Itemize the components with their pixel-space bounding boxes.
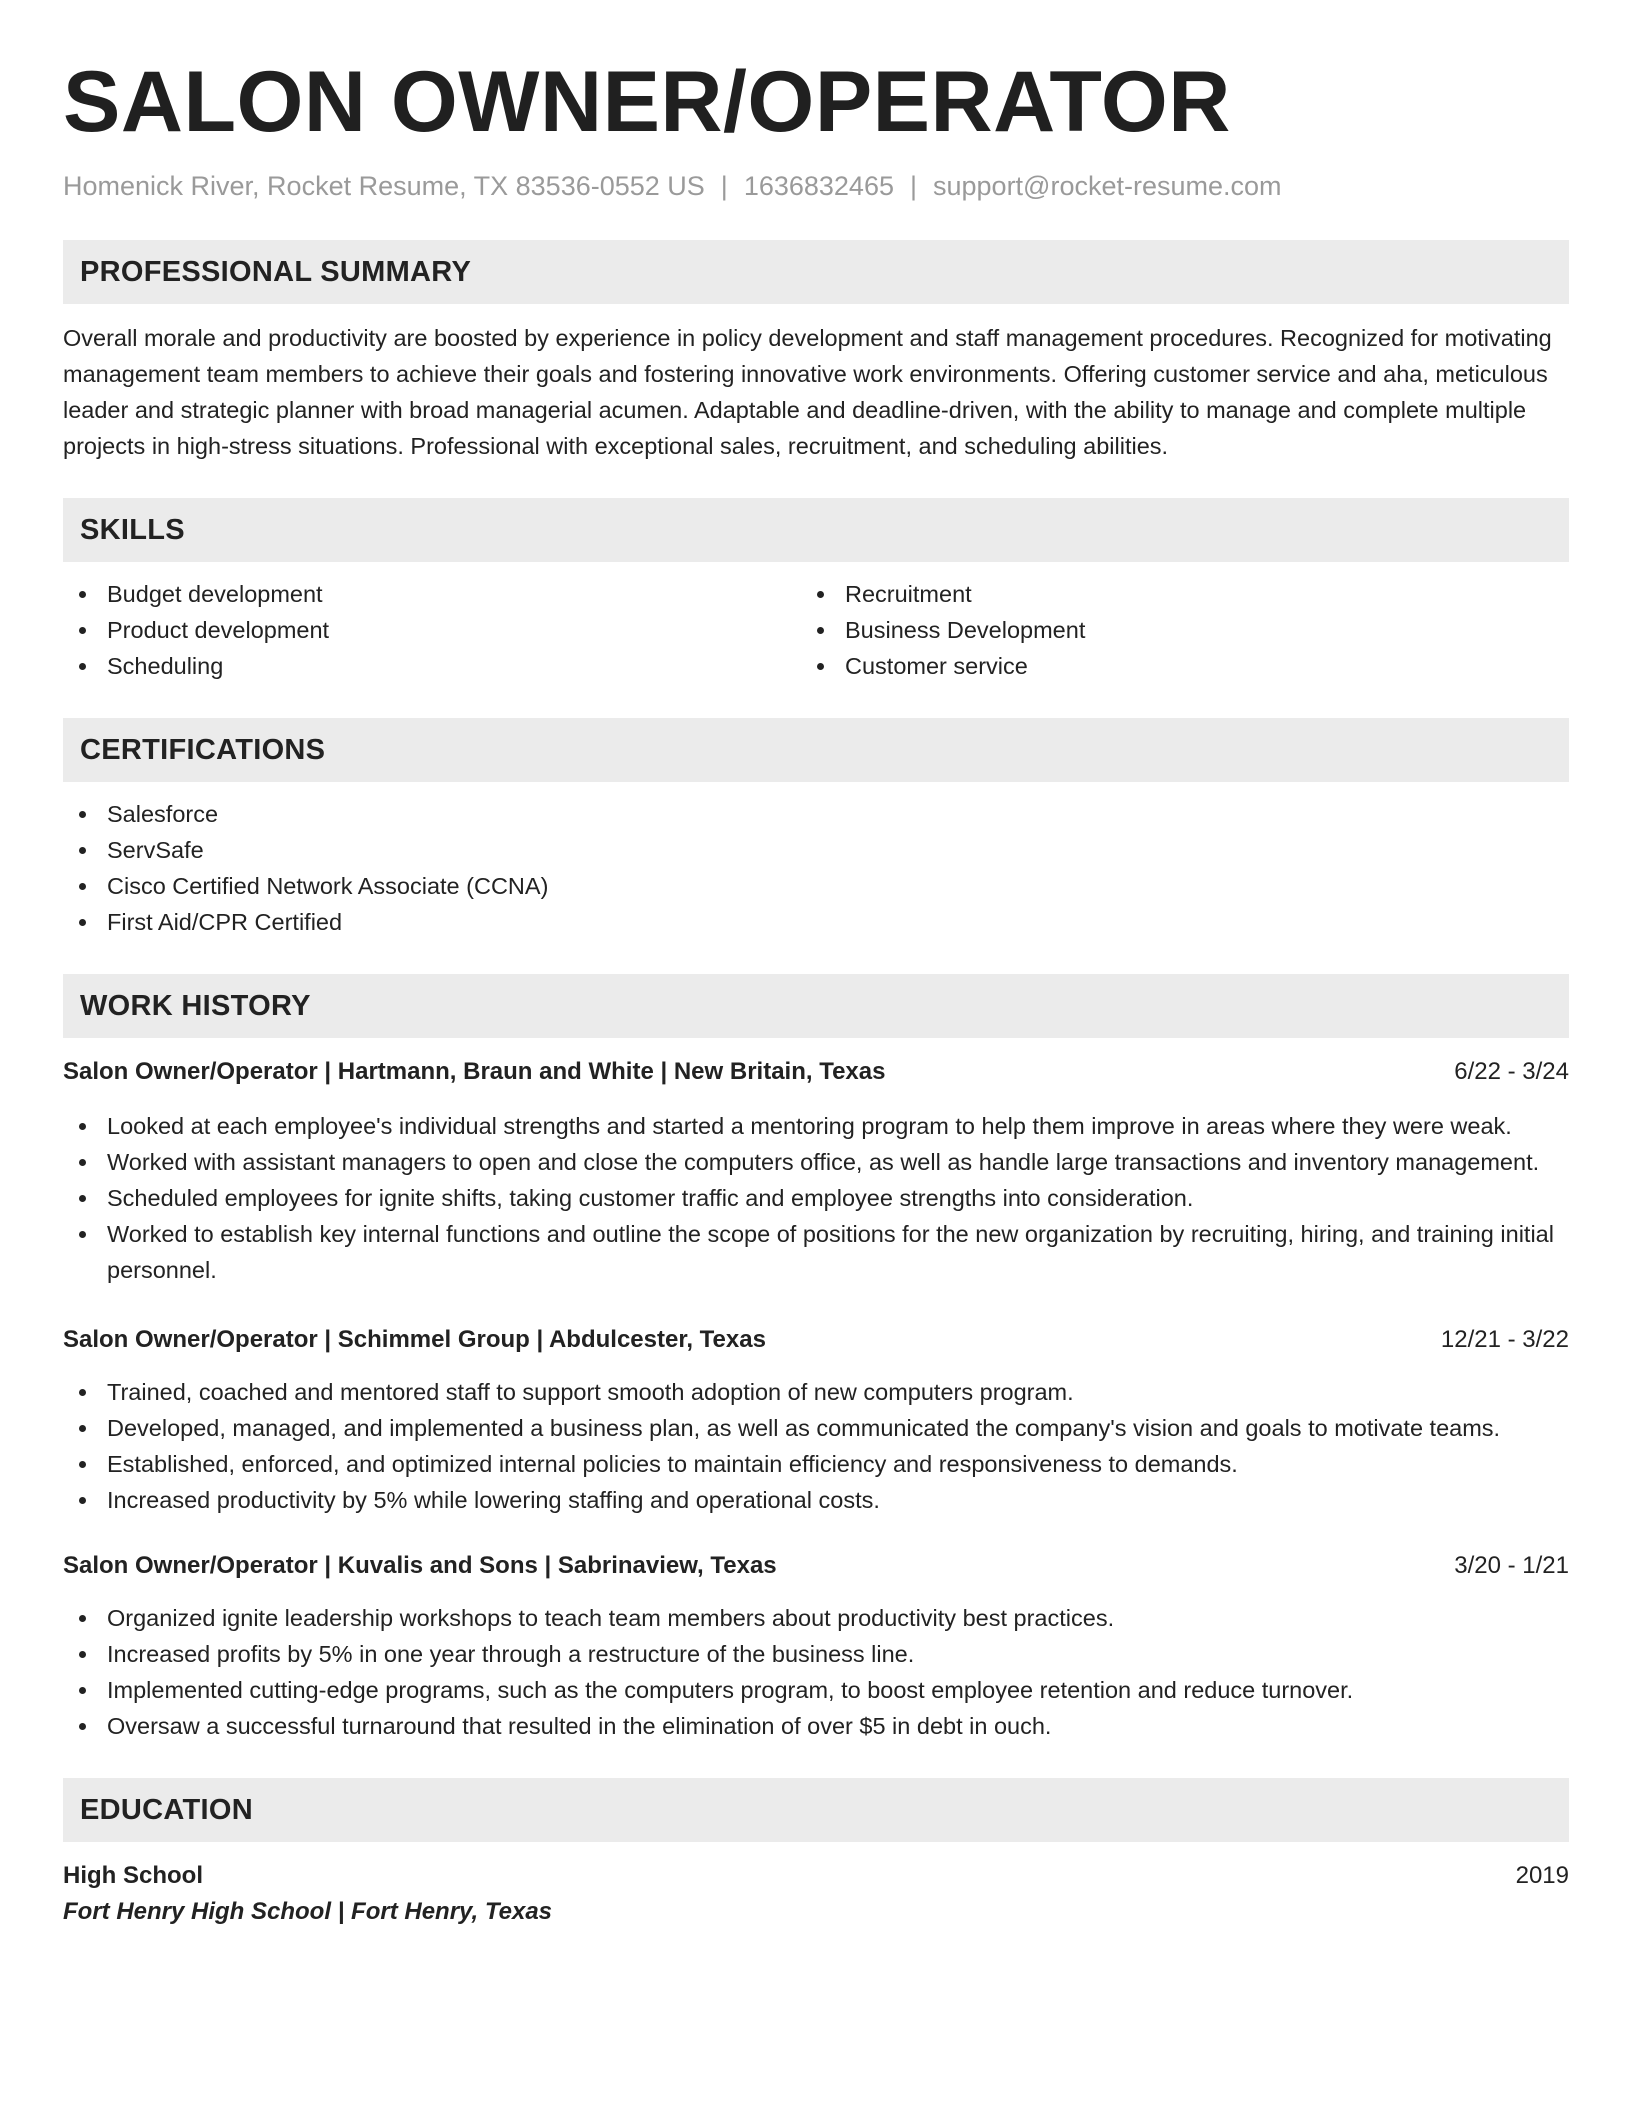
skill-item: Recruitment (801, 576, 1539, 612)
contact-line (63, 166, 1569, 206)
job-entry (63, 1054, 1569, 1288)
skills-title: SKILLS (80, 513, 185, 546)
education-header (63, 1778, 1569, 1842)
education-degree: High School (63, 1862, 203, 1889)
education-section (63, 1778, 1569, 1930)
job-dates: 12/21 - 3/22 (1440, 1326, 1569, 1353)
certification-item: Cisco Certified Network Associate (CCNA) (63, 868, 1569, 904)
job-dates: 3/20 - 1/21 (1454, 1552, 1569, 1579)
work-history-header (63, 974, 1569, 1038)
job-bullet: Scheduled employees for ignite shifts, taking customer traffic and employee strengths into consideration. (63, 1180, 1569, 1216)
certification-item: Salesforce (63, 796, 1569, 832)
job-dates: 6/22 - 3/24 (1454, 1058, 1569, 1085)
education-year: 2019 (1515, 1862, 1569, 1889)
skill-item: Customer service (801, 648, 1539, 684)
skills-grid (63, 576, 1569, 684)
job-bullets (63, 1374, 1569, 1518)
skills-section (63, 498, 1569, 684)
job-bullets (63, 1108, 1569, 1288)
certification-item: ServSafe (63, 832, 1569, 868)
summary-title: PROFESSIONAL SUMMARY (80, 255, 472, 288)
certification-item: First Aid/CPR Certified (63, 904, 1569, 940)
work-history-title: WORK HISTORY (80, 989, 311, 1022)
job-heading: Salon Owner/Operator | Kuvalis and Sons | Sabrinaview, Texas (63, 1552, 777, 1579)
skill-item: Product development (63, 612, 801, 648)
job-heading-row (63, 1548, 1569, 1584)
job-entry (63, 1322, 1569, 1518)
resume-name: SALON OWNER/OPERATOR (63, 54, 1231, 150)
skill-item: Budget development (63, 576, 801, 612)
job-bullet: Implemented cutting-edge programs, such as the computers program, to boost employee retention and reduce turnover. (63, 1672, 1569, 1708)
education-title: EDUCATION (80, 1793, 253, 1826)
certifications-list (63, 796, 1569, 940)
job-bullet: Worked with assistant managers to open and close the computers office, as well as handle large transactions and inventory management. (63, 1144, 1569, 1180)
job-bullet: Worked to establish key internal functions and outline the scope of positions for the new organization by recruiting, hiring, and training initial personnel. (63, 1216, 1569, 1288)
work-history-section (63, 974, 1569, 1744)
summary-text: Overall morale and productivity are boosted by experience in policy development and staff management procedures. Recognized for motivating management team members to achieve their goals and fostering innovative work environments. Offering customer service and aha, meticulous leader and strategic planner with broad managerial acumen. Adaptable and deadline-driven, with the ability to manage and complete multiple projects in high-stress situations. Professional with exceptional sales, recruitment, and scheduling abilities. (63, 325, 1552, 459)
contact-email[interactable]: support@rocket-resume.com (933, 171, 1282, 201)
skill-item: Business Development (801, 612, 1539, 648)
skills-header (63, 498, 1569, 562)
education-heading-row (63, 1858, 1569, 1894)
job-heading: Salon Owner/Operator | Hartmann, Braun and White | New Britain, Texas (63, 1058, 886, 1085)
job-bullet: Looked at each employee's individual strengths and started a mentoring program to help them improve in areas where they were weak. (63, 1108, 1569, 1144)
certifications-section (63, 718, 1569, 940)
certifications-header (63, 718, 1569, 782)
job-bullet: Oversaw a successful turnaround that resulted in the elimination of over $5 in debt in ouch. (63, 1708, 1569, 1744)
contact-separator: | (909, 171, 917, 201)
contact-address: Homenick River, Rocket Resume, TX 83536-0552 US (63, 171, 705, 201)
skill-item: Scheduling (63, 648, 801, 684)
job-bullet: Established, enforced, and optimized internal policies to maintain efficiency and responsiveness to demands. (63, 1446, 1569, 1482)
summary-section (63, 240, 1569, 464)
job-bullets (63, 1600, 1569, 1744)
job-heading-row (63, 1054, 1569, 1090)
job-heading-row (63, 1322, 1569, 1358)
certifications-title: CERTIFICATIONS (80, 733, 326, 766)
job-bullet: Trained, coached and mentored staff to support smooth adoption of new computers program. (63, 1374, 1569, 1410)
job-bullet: Developed, managed, and implemented a business plan, as well as communicated the company's vision and goals to motivate teams. (63, 1410, 1569, 1446)
job-heading: Salon Owner/Operator | Schimmel Group | Abdulcester, Texas (63, 1326, 766, 1353)
skills-right-list (801, 576, 1539, 684)
job-entry (63, 1548, 1569, 1744)
summary-header (63, 240, 1569, 304)
skills-left-list (63, 576, 801, 684)
contact-separator: | (720, 171, 728, 201)
job-bullet: Increased productivity by 5% while lowering staffing and operational costs. (63, 1482, 1569, 1518)
job-bullet: Organized ignite leadership workshops to teach team members about productivity best practices. (63, 1600, 1569, 1636)
job-bullet: Increased profits by 5% in one year through a restructure of the business line. (63, 1636, 1569, 1672)
education-school: Fort Henry High School | Fort Henry, Texas (63, 1898, 553, 1925)
contact-phone: 1636832465 (743, 171, 894, 201)
